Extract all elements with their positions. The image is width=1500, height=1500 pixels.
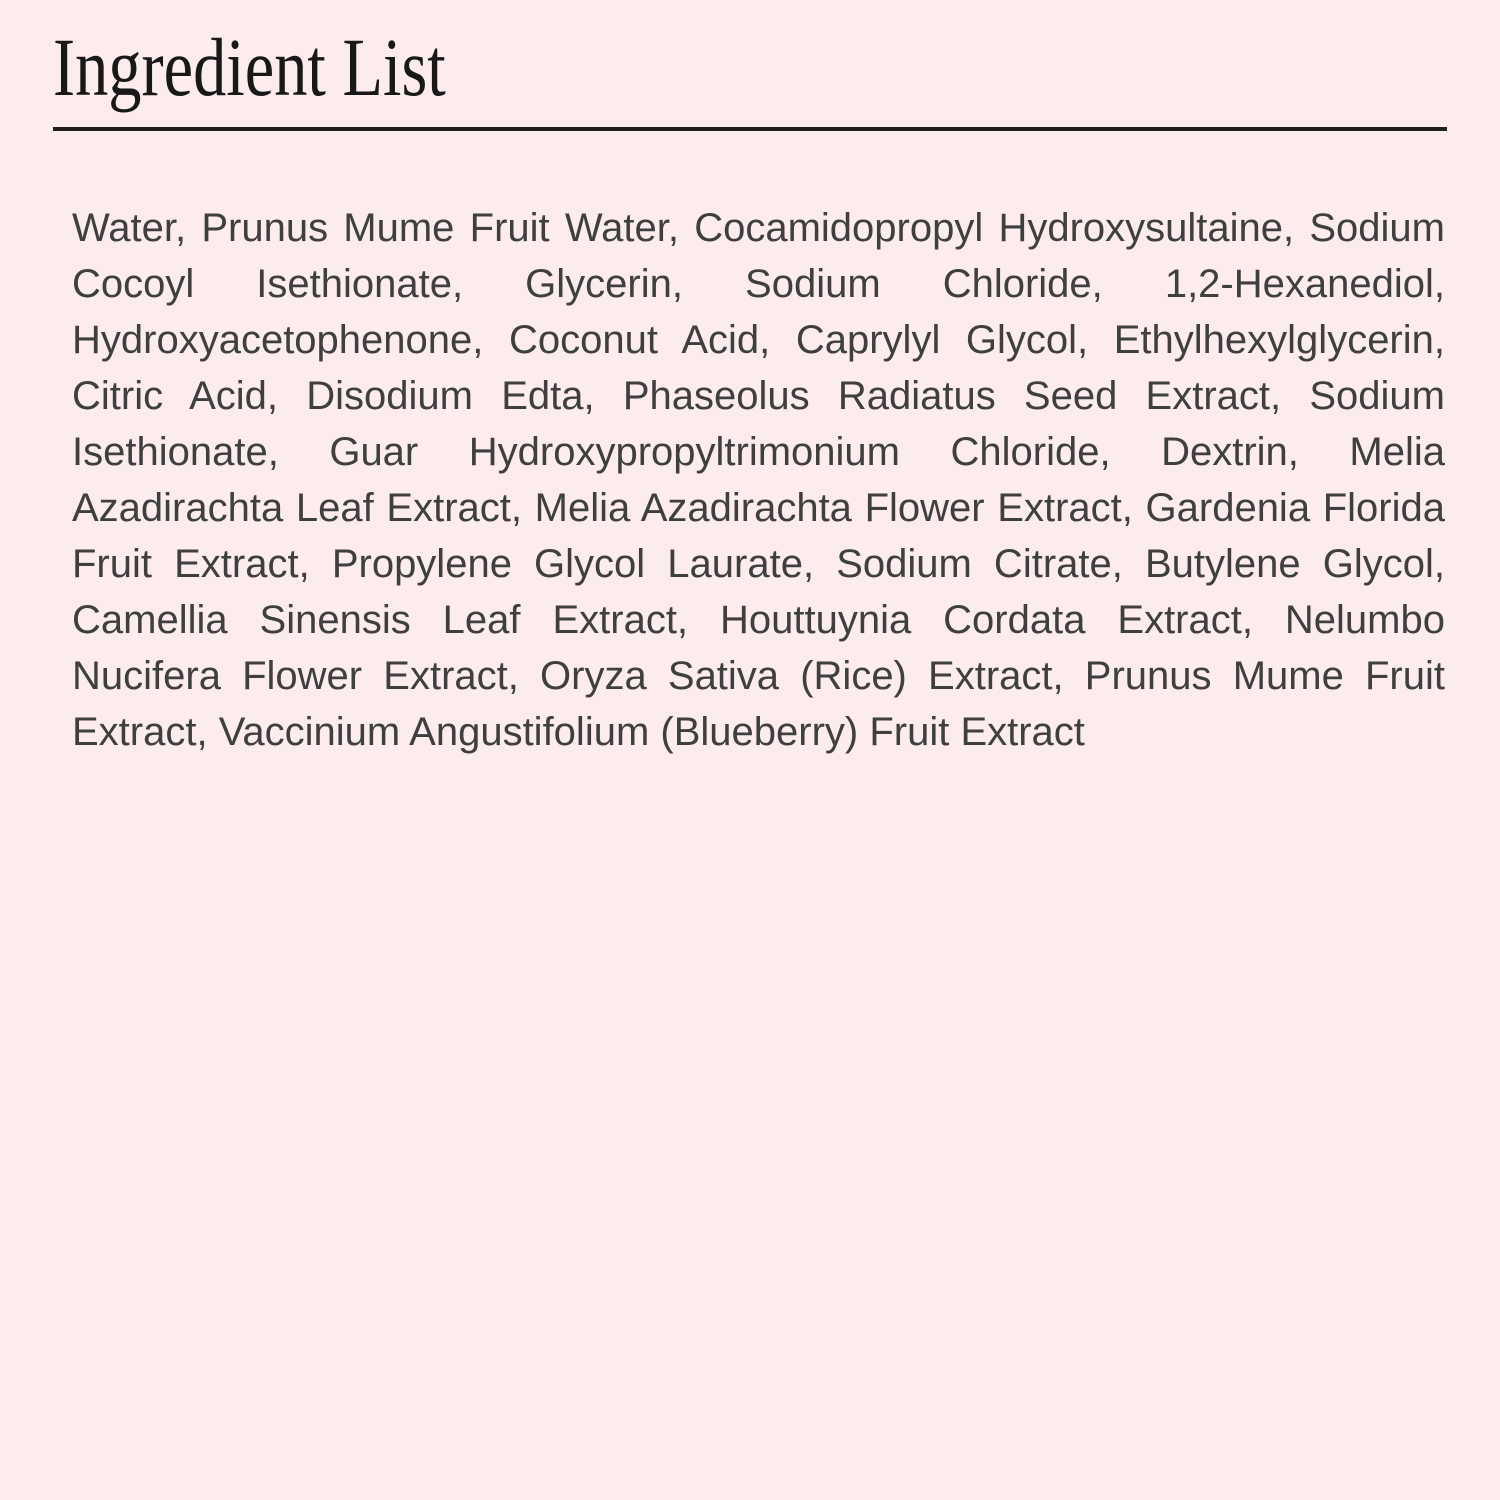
title-divider — [53, 127, 1447, 131]
ingredient-list-text: Water, Prunus Mume Fruit Water, Cocamidopropyl Hydroxysultaine, Sodium Cocoyl Isethionate, Glycerin, Sodium Chloride, 1,2-Hexanediol, Hydroxyacetophenone, Coconut Acid, Caprylyl Glycol, Ethylhexylglycerin, Citric Acid, Disodium Edta, Phaseolus Radiatus Seed Extract, Sodium Isethionate, Guar Hydroxypropyltrimonium Chloride, Dextrin, Melia Azadirachta Leaf Extract, Melia Azadirachta Flower Extract, Gardenia Florida Fruit Extract, Propylene Glycol Laurate, Sodium Citrate, Butylene Glycol, Camellia Sinensis Leaf Extract, Houttuynia Cordata Extract, Nelumbo Nucifera Flower Extract, Oryza Sativa (Rice) Extract, Prunus Mume Fruit Extract, Vaccinium Angustifolium (Blueberry) Fruit Extract — [72, 206, 1445, 754]
page-title: Ingredient List — [53, 21, 446, 113]
